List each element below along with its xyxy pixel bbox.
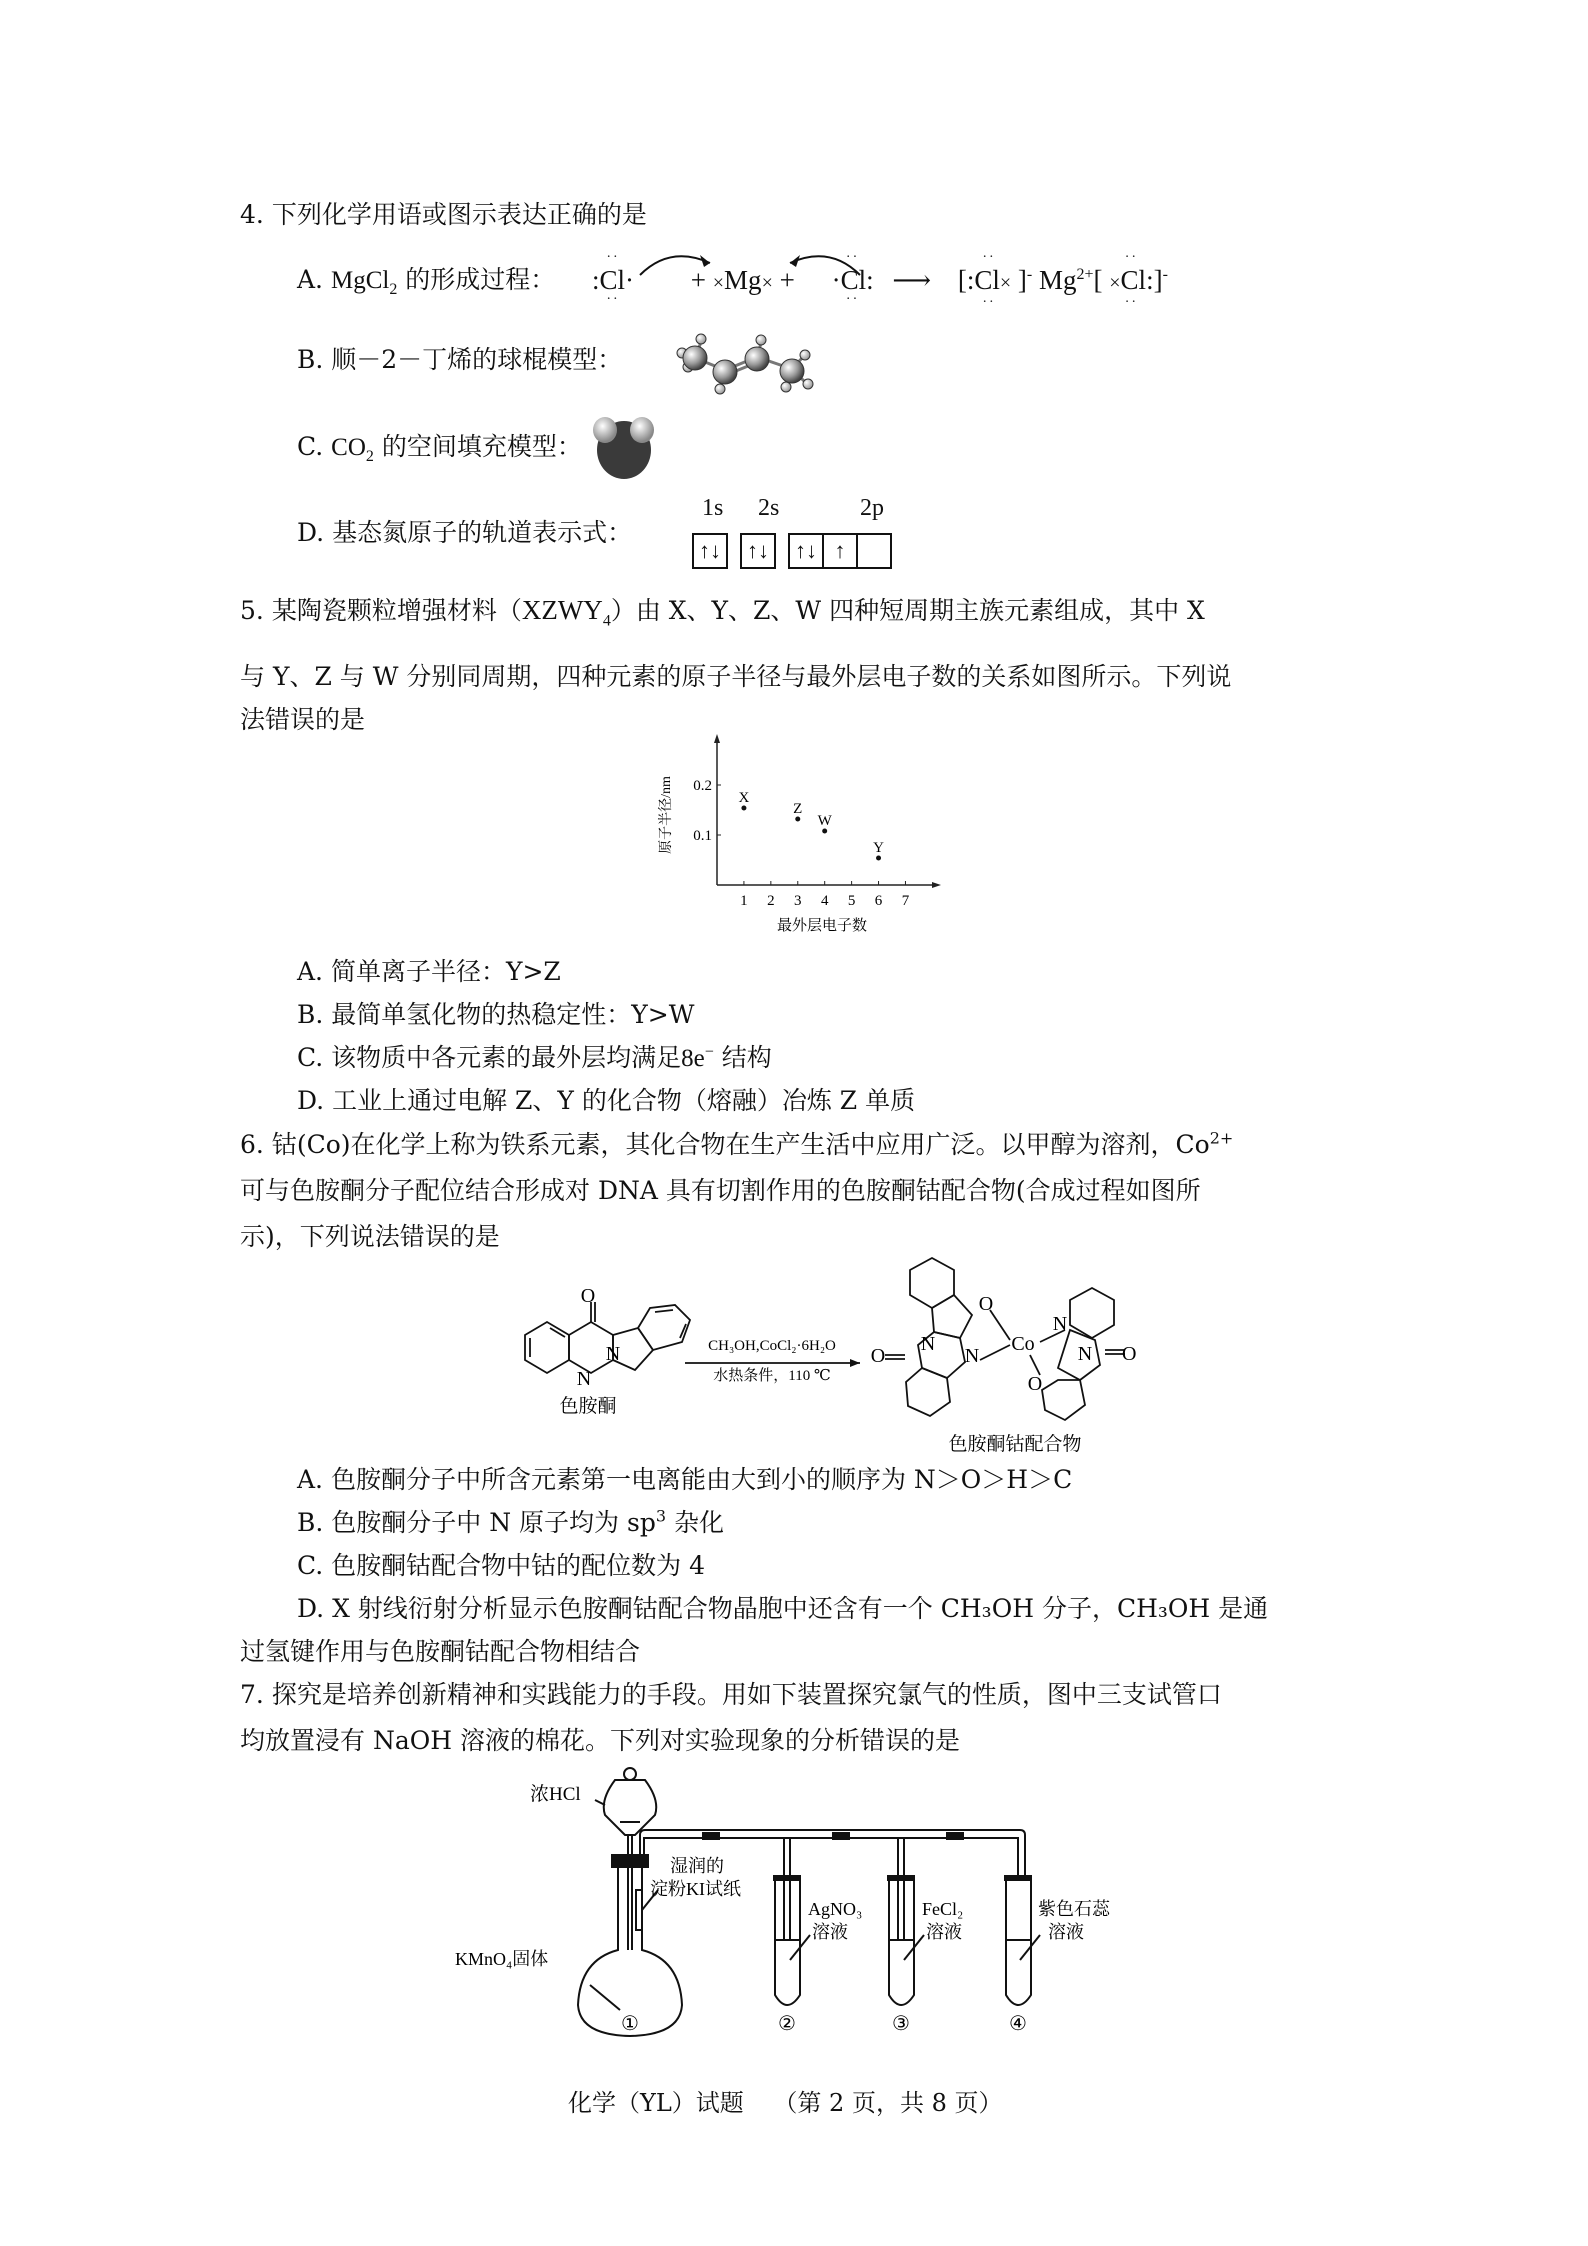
data-point-label: Y (873, 840, 884, 856)
option-5c: C. 该物质中各元素的最外层均满足8e− 结构 (297, 1043, 772, 1072)
electron-transfer-arrows (630, 245, 890, 285)
x-axis-label: 最外层电子数 (776, 918, 868, 934)
label-conc-hcl: 浓HCl (530, 1784, 581, 1805)
svg-text:N: N (920, 1333, 936, 1355)
y-axis-label: 原子半径/nm (659, 776, 674, 854)
option-5a (297, 957, 561, 987)
svg-text:O: O (870, 1345, 886, 1367)
svg-text:O: O (1027, 1373, 1043, 1395)
svg-text:N: N (1077, 1343, 1093, 1365)
option-label: C. (297, 1551, 324, 1580)
orbital-label-2s: 2s (758, 495, 780, 521)
orbital-box: ↑↓ (747, 538, 769, 563)
option-label: A. (297, 1465, 324, 1494)
reaction-arrow-icon: ⟶ (892, 265, 932, 295)
orbital-box: ↑ (824, 535, 858, 567)
orbital-label-2p: 2p (860, 495, 884, 521)
x-tick-label: 3 (794, 893, 802, 909)
data-point-label: X (738, 790, 750, 806)
option-label: D. (297, 1086, 325, 1115)
label-litmus: 紫色石蕊 (1038, 1899, 1110, 1919)
option-text: 顺－2－丁烯的球棍模型： (331, 345, 623, 374)
formula-xzwy4: $XZWY_4$ (521, 595, 611, 630)
option-label: D. (297, 518, 325, 547)
option-6a (297, 1465, 1072, 1495)
option-6d (297, 1594, 1268, 1624)
option-text: 该物质中各元素的最外层均满足 (331, 1043, 682, 1072)
experiment-apparatus (440, 1760, 1160, 2040)
svg-text:溶液: 溶液 (926, 1922, 962, 1942)
atom-n: N (576, 1368, 592, 1390)
formula-co2: $CO_2$ (331, 434, 374, 465)
svg-text:溶液: 溶液 (812, 1922, 848, 1942)
svg-text:O: O (1122, 1343, 1137, 1365)
orbital-label-1s: 1s (702, 495, 724, 521)
x-axis-arrow-icon (932, 882, 941, 888)
atom-o: O (580, 1285, 596, 1307)
option-text: 最简单氢化物的热稳定性：Y>W (331, 1000, 695, 1029)
option-text: 色胺酮分子中 N 原子均为 sp (331, 1508, 656, 1537)
question-5-stem-line1: 5. 某陶瓷颗粒增强材料$(XZWY_4)$由 X、Y、Z、W 四种短周期主族元素组成，其中 X (240, 595, 1205, 630)
data-point-label: Z (793, 801, 803, 817)
option-4d (297, 518, 632, 548)
apparatus-number-2: ② (778, 2013, 796, 2035)
y-axis-arrow-icon (714, 734, 720, 743)
option-6d-line2: 过氢键作用与色胺酮钴配合物相结合 (240, 1637, 641, 1666)
data-point-y (876, 856, 881, 861)
label-agno3: AgNO₃ (808, 1899, 863, 1919)
product-label: 色胺酮钴配合物 (948, 1434, 1082, 1455)
question-number: 6. (240, 1130, 264, 1159)
option-5b (297, 1000, 694, 1030)
footer-page-info: （第 2 页，共 8 页） (773, 2089, 1003, 2117)
x-tick-label: 1 (740, 893, 748, 909)
option-4a (297, 265, 555, 296)
question-text: 下列化学用语或图示表达正确的是 (271, 200, 647, 229)
y-tick-label: 0.2 (693, 778, 712, 794)
option-label: B. (297, 1000, 324, 1029)
label-starch-ki-paper: 淀粉KI试纸 (650, 1879, 741, 1899)
atom-co: Co (1011, 1333, 1035, 1355)
data-point-label: W (817, 813, 832, 829)
option-6c (297, 1551, 705, 1581)
option-label: C. (297, 1043, 324, 1072)
reactant-label: 色胺酮 (559, 1396, 617, 1417)
mgcl2-formation-equation: :Cl· ·· ·· + ×Mg× + ·Cl: ·· ·· ⟶ [:Cl× ·· ·· ]- $Mg^{2+}[ \times Cl$: ·· ·· ]- (592, 250, 1168, 310)
data-point-z (795, 817, 800, 822)
electron-dot-cl-right: ·Cl: ·· ·· (831, 250, 874, 307)
option-5d (297, 1086, 915, 1116)
atom-n: N (605, 1343, 621, 1365)
question-5-stem-line3: 法错误的是 (240, 705, 366, 734)
x-tick-label: 5 (847, 893, 856, 909)
option-4c (297, 432, 582, 463)
y-tick-label: 0.1 (693, 828, 712, 844)
x-tick-label: 6 (874, 893, 883, 909)
apparatus-number-3: ③ (892, 2013, 910, 2035)
option-text: X 射线衍射分析显示色胺酮钴配合物晶胞中还含有一个 CH₃OH 分子，CH₃OH 是通 (332, 1594, 1269, 1623)
question-number: 5. (240, 596, 264, 625)
option-text: 色胺酮钴配合物中钴的配位数为 4 (331, 1551, 705, 1580)
label-wet: 湿润的 (670, 1856, 724, 1876)
data-point-w (822, 829, 827, 834)
question-7-stem-line2: 均放置浸有 NaOH 溶液的棉花。下列对实验现象的分析错误的是 (240, 1726, 960, 1755)
reaction-conditions-top: CH₃OH,CoCl₂·6H₂O (708, 1338, 836, 1354)
option-label: B. (297, 345, 324, 374)
apparatus-number-1: ① (621, 2013, 639, 2035)
option-text: 的空间填充模型： (373, 432, 582, 461)
svg-text:溶液: 溶液 (1048, 1922, 1084, 1942)
question-6-stem-line3: 示)，下列说法错误的是 (240, 1222, 500, 1251)
orbital-box (858, 535, 890, 567)
orbital-diagram (692, 495, 892, 569)
option-label: C. (297, 432, 324, 461)
label-kmno4-solid: KMnO₄固体 (455, 1949, 549, 1969)
reaction-arrow-icon (850, 1359, 860, 1367)
apparatus-number-4: ④ (1009, 2013, 1027, 2035)
question-6-stem-line1: 6. 钴(Co)在化学上称为铁系元素，其化合物在生产生活中应用广泛。以甲醇为溶剂，$Co^{2+}$ (240, 1128, 1234, 1159)
option-text: 基态氮原子的轨道表示式： (332, 518, 633, 547)
reaction-scheme (510, 1250, 1137, 1460)
x-tick-label: 2 (767, 893, 775, 909)
reaction-conditions-bottom: 水热条件，110 ℃ (713, 1368, 831, 1384)
footer-subject: 化学（YL）试题 (568, 2089, 744, 2117)
ball-and-stick-model-icon (670, 325, 840, 400)
question-number: 7. (240, 1680, 264, 1709)
page-footer (568, 2083, 1002, 2118)
option-label: B. (297, 1508, 324, 1537)
question-number: 4. (240, 200, 264, 229)
formula-mgcl2: MgCl$_2$ (330, 267, 398, 298)
question-6-stem-line2: 可与色胺酮分子配位结合形成对 DNA 具有切割作用的色胺酮钴配合物(合成过程如图所 (240, 1176, 1201, 1205)
label-fecl2: FeCl₂ (922, 1899, 964, 1919)
x-tick-label: 7 (901, 893, 910, 909)
space-filling-model-icon (588, 410, 658, 480)
x-tick-label: 4 (820, 893, 829, 909)
question-5-stem-line2: 与 Y、Z 与 W 分别同周期，四种元素的原子半径与最外层电子数的关系如图所示。下列说 (240, 662, 1232, 691)
svg-text:N: N (964, 1345, 980, 1367)
svg-text:O: O (978, 1293, 994, 1315)
electron-dot-cl-left: :Cl· ·· ·· (592, 250, 635, 307)
option-text: 简单离子半径：Y>Z (330, 957, 561, 986)
question-7-stem-line1: 7. 探究是培养创新精神和实践能力的手段。用如下装置探究氯气的性质，图中三支试管口 (240, 1680, 1222, 1709)
option-label: A. (297, 265, 324, 294)
atomic-radius-chart (640, 730, 940, 950)
svg-text:N: N (1052, 1313, 1068, 1335)
option-text: 的形成过程： (397, 265, 556, 294)
data-point-x (741, 806, 746, 811)
orbital-box: ↑↓ (790, 535, 824, 567)
orbital-box: ↑↓ (699, 538, 721, 563)
option-text: 工业上通过电解 Z、Y 的化合物（熔融）冶炼 Z 单质 (332, 1086, 916, 1115)
option-label: A. (297, 957, 324, 986)
benzene-ring (525, 1322, 569, 1373)
option-6b: B. 色胺酮分子中 N 原子均为 $sp^3$ 杂化 (297, 1506, 724, 1537)
question-4-stem (240, 200, 647, 230)
option-4b (297, 345, 622, 375)
option-text: 色胺酮分子中所含元素第一电离能由大到小的顺序为 N＞O＞H＞C (330, 1465, 1073, 1494)
option-label: D. (297, 1594, 325, 1623)
